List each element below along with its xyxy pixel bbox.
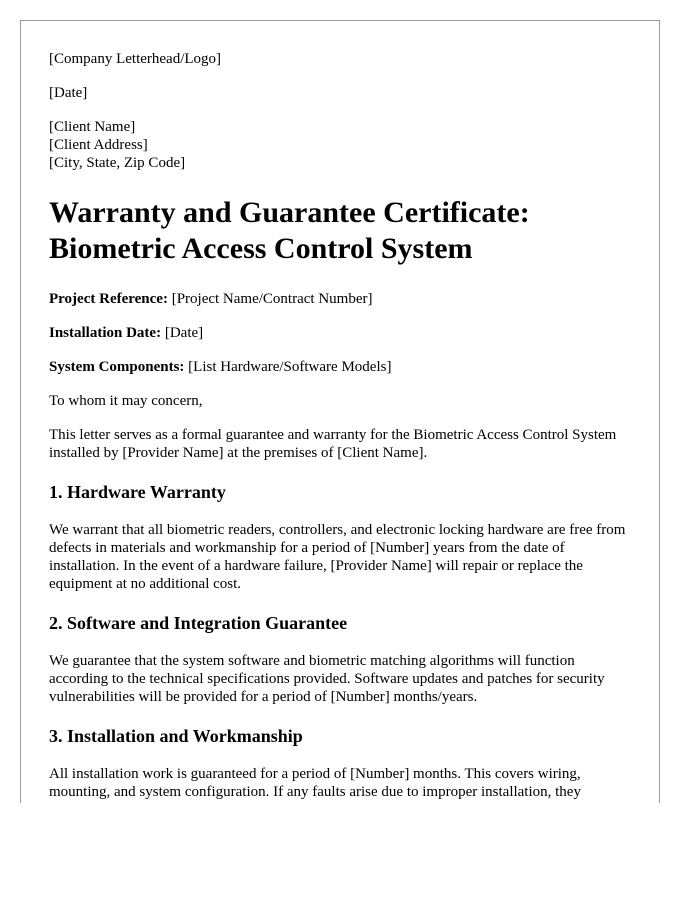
client-city: [City, State, Zip Code] [49, 155, 186, 171]
letterhead: [Company Letterhead/Logo] [49, 51, 222, 67]
section-heading: 1. Hardware Warranty [49, 482, 226, 502]
letter-date: [Date] [49, 85, 88, 101]
section-body: We guarantee that the system software and biometric matching algorithms will function according to the technical specifications provided. Software updates and patches for security vulnerabilities will be provided for a period of [Number] months/years. [49, 653, 605, 705]
section-heading: 2. Software and Integration Guarantee [49, 613, 348, 633]
client-address: [Client Address] [49, 137, 148, 153]
section-heading: 3. Installation and Workmanship [49, 726, 303, 746]
section-body: We warrant that all biometric readers, controllers, and electronic locking hardware are free from defects in materials and workmanship for a period of [Number] years from the date of installation. In the event of a hardware failure, [Provider Name] will repair or replace the equipment at no additional cost. [49, 522, 626, 592]
section-body: All installation work is guaranteed for a period of [Number] months. This covers wiring, mounting, and system configuration. If any faults arise due to improper installation, they [49, 766, 581, 800]
document-page [20, 20, 660, 803]
field-project-reference: Project Reference: [Project Name/Contract Number] [49, 291, 373, 307]
client-name: [Client Name] [49, 119, 136, 135]
recipient-address [49, 118, 631, 172]
salutation: To whom it may concern, [49, 393, 203, 409]
document-title: Warranty and Guarantee Certificate: Biometric Access Control System [49, 196, 530, 265]
field-installation-date: Installation Date: [Date] [49, 325, 204, 341]
intro-paragraph: This letter serves as a formal guarantee and warranty for the Biometric Access Control System installed by [Provider Name] at the premises of [Client Name]. [49, 427, 617, 461]
field-system-components: System Components: [List Hardware/Software Models] [49, 359, 392, 375]
